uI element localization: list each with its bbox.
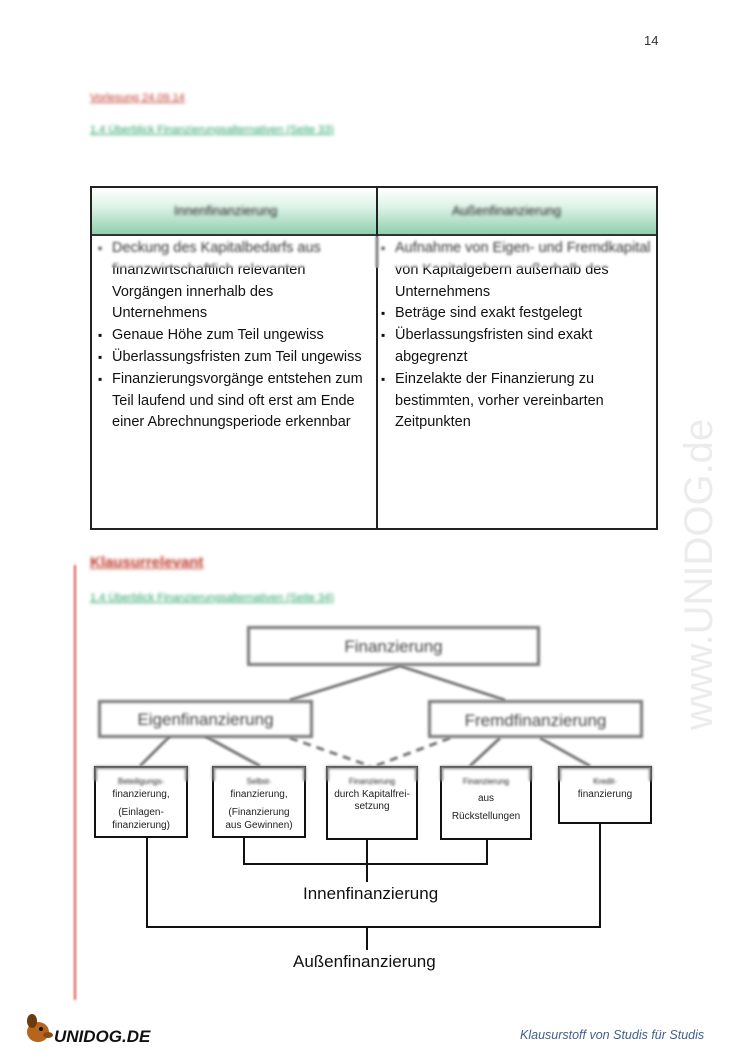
list-item: ▪ Genaue Höhe zum Teil ungewiss (98, 325, 368, 347)
box-line: (Finanzierung (228, 807, 290, 818)
box-finanzierung (247, 626, 540, 666)
box-top-label: Selbst- (246, 777, 272, 786)
box-kapitalfreisetzung (326, 766, 418, 840)
box-beteiligungsfinanzierung (94, 766, 188, 838)
box-label: Eigenfinanzierung (137, 710, 274, 729)
box-kreditfinanzierung (558, 766, 652, 824)
label-aussenfinanzierung: Außenfinanzierung (293, 952, 436, 971)
box-top-label: Kredit- (593, 777, 617, 786)
list-item: ▪ Finanzierungsvorgänge entstehen zum Teil laufend und sind oft erst am Ende einer Abrechnungsperiode erkennbar (98, 369, 368, 434)
box-line: finanzierung) (112, 819, 170, 831)
box-top-label: Finanzierung (348, 777, 396, 786)
box-line: Rückstellungen (451, 811, 521, 822)
box-line: finanzierung, (112, 788, 170, 800)
box-line: finanzierung (577, 788, 633, 800)
box-eigenfinanzierung (98, 700, 313, 738)
list-item: ▪ Überlassungsfristen sind exakt abgegrenzt (381, 325, 651, 369)
footer-text: Klausurstoff von Studis für Studis (520, 1028, 705, 1042)
box-line: setzung (354, 801, 390, 812)
box-line: durch Kapitalfrei- (334, 788, 410, 800)
list-item: ▪ Deckung des Kapitalbedarfs aus finanzwirtschaftlich relevanten Vorgängen innerhalb des Unternehmens (98, 238, 368, 325)
box-selbstfinanzierung (212, 766, 306, 838)
unidog-logo (22, 1012, 152, 1053)
dog-logo-icon (22, 1012, 152, 1048)
list-item: ▪ Beträge sind exakt festgelegt (381, 303, 651, 325)
box-line: aus Gewinnen) (225, 819, 293, 831)
box-label: Fremdfinanzierung (464, 711, 607, 730)
section-heading-1: 1.4 Überblick Finanzierungsalternativen (Seite 33) (90, 124, 334, 136)
page-number: 14 (644, 33, 659, 48)
exam-relevant-label: Klausurrelevant (90, 554, 204, 571)
box-line: (Einlagen- (118, 807, 164, 818)
box-line: aus (477, 792, 495, 804)
box-line: finanzierung, (230, 788, 288, 800)
logo-text: UNIDOG.DE (54, 1027, 151, 1046)
section-heading-2: 1.4 Überblick Finanzierungsalternativen (Seite 34) (90, 592, 334, 604)
label-innenfinanzierung: Innenfinanzierung (303, 884, 439, 903)
watermark (640, 260, 750, 730)
lecture-heading: Vorlesung 24.09.14 (90, 92, 185, 104)
list-item: ▪ Überlassungsfristen zum Teil ungewiss (98, 347, 368, 369)
list-item: ▪ Einzelakte der Finanzierung zu bestimmten, vorher vereinbarten Zeitpunkten (381, 369, 651, 434)
header-innenfinanzierung: Innenfinanzierung (174, 203, 278, 218)
box-top-label: Finanzierung (462, 777, 510, 786)
box-top-label: Beteiligungs- (117, 777, 165, 786)
box-rueckstellungen (440, 766, 532, 840)
box-label: Finanzierung (344, 637, 443, 656)
box-fremdfinanzierung (428, 700, 643, 738)
list-item: ▪ Aufnahme von Eigen- und Fremdkapital von Kapitalgebern außerhalb des Unternehmens (381, 238, 651, 303)
header-aussenfinanzierung: Außenfinanzierung (452, 203, 562, 218)
watermark-text: www.UNIDOG.de (677, 418, 721, 730)
